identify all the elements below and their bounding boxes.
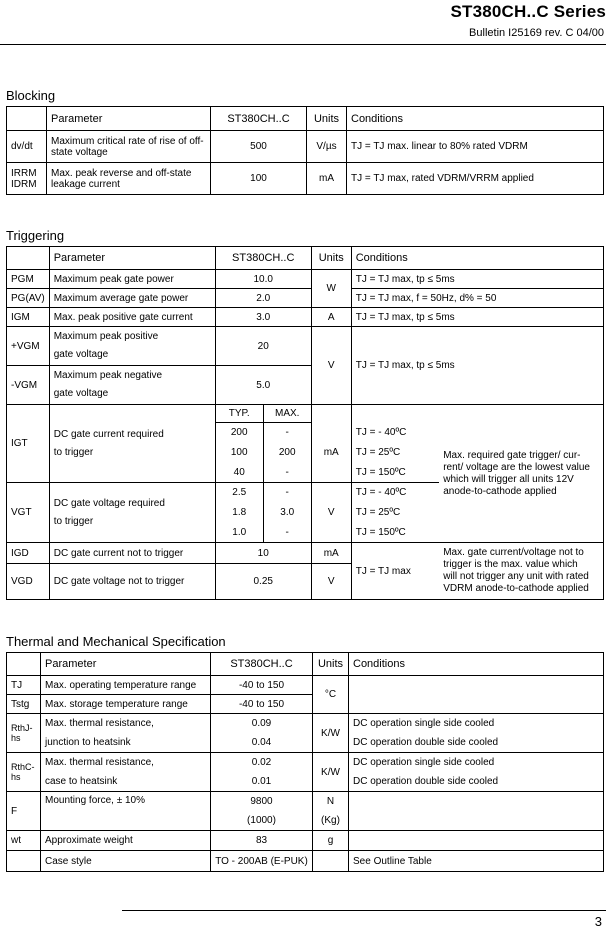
parameter: Case style bbox=[41, 851, 211, 872]
parameter: DC gate voltage not to trigger bbox=[49, 564, 215, 600]
parameter bbox=[41, 753, 211, 792]
thermal-title: Thermal and Mechanical Specification bbox=[6, 634, 226, 649]
unit: A bbox=[311, 308, 351, 327]
symbol: wt bbox=[7, 831, 41, 851]
note-line: trigger is the max. value which bbox=[443, 559, 578, 570]
symbol: F bbox=[7, 792, 41, 831]
table-row bbox=[7, 851, 604, 872]
column-header: Conditions bbox=[351, 247, 603, 270]
symbol: IGM bbox=[7, 308, 50, 327]
value: -40 to 150 bbox=[211, 695, 313, 714]
parameter: Max. peak reverse and off-state leakage current bbox=[47, 163, 211, 195]
parameter bbox=[49, 366, 215, 405]
unit: mA bbox=[311, 443, 351, 463]
condition: TJ = TJ max. linear to 80% rated VDRM bbox=[347, 131, 604, 163]
note-line: which will trigger all units 12V bbox=[443, 473, 574, 485]
parameter-line: Maximum peak negative bbox=[53, 370, 163, 381]
parameter-line: DC gate current required bbox=[53, 428, 164, 440]
value bbox=[211, 714, 313, 753]
symbol: IGT bbox=[7, 405, 50, 483]
temp-condition: TJ = 150ºC bbox=[351, 463, 439, 483]
column-header: Parameter bbox=[47, 107, 211, 131]
note-line: VDRM anode-to-cathode applied bbox=[443, 583, 589, 594]
unit: V bbox=[311, 327, 351, 405]
table-row bbox=[7, 308, 604, 327]
table-row bbox=[7, 131, 604, 163]
symbol: PG(AV) bbox=[7, 289, 50, 308]
parameter: Maximum peak gate power bbox=[49, 270, 215, 289]
unit: g bbox=[313, 831, 349, 851]
parameter-line: to trigger bbox=[53, 515, 94, 527]
note-line: will not trigger any unit with rated bbox=[443, 571, 589, 582]
table-header-row bbox=[7, 247, 604, 270]
max-header: MAX. bbox=[263, 405, 311, 423]
table-row bbox=[7, 831, 604, 851]
value: 5.0 bbox=[215, 366, 311, 405]
table-row bbox=[7, 543, 604, 564]
parameter bbox=[49, 327, 215, 366]
condition: TJ = TJ max, tp ≤ 5ms bbox=[351, 308, 603, 327]
page-number: 3 bbox=[594, 914, 602, 929]
parameter-line: junction to heatsink bbox=[45, 737, 131, 748]
symbol: TJ bbox=[7, 676, 41, 695]
temp-condition: TJ = 150ºC bbox=[351, 523, 439, 543]
unit: V bbox=[311, 564, 351, 600]
blocking-title: Blocking bbox=[6, 88, 56, 103]
unit: °C bbox=[313, 676, 349, 714]
column-header: ST380CH..C bbox=[215, 247, 311, 270]
column-header: Parameter bbox=[41, 653, 211, 676]
condition-line: DC operation single side cooled bbox=[353, 757, 495, 768]
value: 83 bbox=[211, 831, 313, 851]
typ-value: 1.0 bbox=[215, 523, 263, 543]
max-value: - bbox=[263, 523, 311, 543]
value: 100 bbox=[211, 163, 307, 195]
table-row bbox=[7, 405, 604, 423]
value-line: 9800 bbox=[250, 796, 273, 807]
note-line: Max. gate current/voltage not to bbox=[443, 547, 584, 558]
value: 500 bbox=[211, 131, 307, 163]
symbol: -VGM bbox=[7, 366, 50, 405]
condition-line: DC operation double side cooled bbox=[353, 737, 499, 748]
max-value: - bbox=[263, 483, 311, 503]
document-title: ST380CH..C Series bbox=[450, 2, 606, 21]
typ-value: 1.8 bbox=[215, 503, 263, 523]
column-header: Units bbox=[307, 107, 347, 131]
value-line: 0.09 bbox=[251, 718, 272, 729]
unit: V bbox=[311, 503, 351, 523]
condition: TJ = TJ max, tp ≤ 5ms bbox=[351, 327, 603, 405]
table-row bbox=[7, 163, 604, 195]
typ-value: 100 bbox=[215, 443, 263, 463]
parameter: Approximate weight bbox=[41, 831, 211, 851]
column-header: Units bbox=[311, 247, 351, 270]
parameter: Max. operating temperature range bbox=[41, 676, 211, 695]
value: 20 bbox=[215, 327, 311, 366]
unit: V/µs bbox=[307, 131, 347, 163]
condition-line: DC operation single side cooled bbox=[353, 718, 495, 729]
value: 10.0 bbox=[215, 270, 311, 289]
symbol: RthC-hs bbox=[7, 753, 41, 792]
not-trigger-note bbox=[439, 543, 603, 600]
note-line: Max. required gate trigger/ cur- bbox=[443, 449, 581, 461]
symbol: +VGM bbox=[7, 327, 50, 366]
value-line: 0.04 bbox=[251, 737, 272, 748]
temp-condition: TJ = - 40ºC bbox=[351, 483, 439, 503]
table-row bbox=[7, 792, 604, 831]
unit-line: N bbox=[326, 796, 335, 807]
parameter-line: Max. thermal resistance, bbox=[45, 718, 154, 729]
symbol: IRRM IDRM bbox=[7, 163, 47, 195]
trigger-note bbox=[439, 405, 603, 543]
parameter-line: to trigger bbox=[53, 446, 94, 458]
value bbox=[211, 753, 313, 792]
max-value: 200 bbox=[263, 443, 311, 463]
max-value: 3.0 bbox=[263, 503, 311, 523]
typ-header: TYP. bbox=[215, 405, 263, 423]
column-header: Parameter bbox=[49, 247, 215, 270]
value-line: 0.01 bbox=[251, 776, 272, 787]
parameter-line: gate voltage bbox=[53, 388, 109, 399]
parameter-line: Max. thermal resistance, bbox=[45, 757, 154, 768]
value: 0.25 bbox=[215, 564, 311, 600]
parameter: Max. storage temperature range bbox=[41, 695, 211, 714]
table-row bbox=[7, 289, 604, 308]
unit: mA bbox=[307, 163, 347, 195]
symbol: VGT bbox=[7, 483, 50, 543]
value: TO - 200AB (E-PUK) bbox=[211, 851, 313, 872]
value-line: (1000) bbox=[247, 815, 276, 826]
value: 3.0 bbox=[215, 308, 311, 327]
unit: K/W bbox=[313, 753, 349, 792]
condition: TJ = TJ max, f = 50Hz, d% = 50 bbox=[351, 289, 603, 308]
typ-value: 2.5 bbox=[215, 483, 263, 503]
unit: mA bbox=[311, 543, 351, 564]
condition bbox=[349, 753, 604, 792]
table-header-row bbox=[7, 107, 604, 131]
value bbox=[211, 792, 313, 831]
symbol: RthJ-hs bbox=[7, 714, 41, 753]
table-row bbox=[7, 327, 604, 366]
condition-line: DC operation double side cooled bbox=[353, 776, 499, 787]
condition: TJ = TJ max, tp ≤ 5ms bbox=[351, 270, 603, 289]
parameter: Mounting force, ± 10% bbox=[41, 792, 211, 831]
condition bbox=[349, 714, 604, 753]
unit-line: (Kg) bbox=[321, 815, 340, 826]
parameter-line: Maximum peak positive bbox=[53, 331, 159, 342]
table-row bbox=[7, 270, 604, 289]
blocking-table bbox=[6, 106, 604, 195]
condition: TJ = TJ max bbox=[351, 543, 439, 600]
unit bbox=[313, 792, 349, 831]
unit: K/W bbox=[313, 714, 349, 753]
parameter: Maximum critical rate of rise of off-state voltage bbox=[47, 131, 211, 163]
max-value: - bbox=[263, 423, 311, 443]
table-row bbox=[7, 676, 604, 695]
value: 2.0 bbox=[215, 289, 311, 308]
temp-condition: TJ = 25ºC bbox=[351, 503, 439, 523]
footer-divider bbox=[122, 910, 606, 911]
bulletin-info: Bulletin I25169 rev. C 04/00 bbox=[469, 27, 604, 39]
temp-condition: TJ = - 40ºC bbox=[351, 423, 439, 443]
parameter bbox=[49, 405, 215, 483]
symbol: dv/dt bbox=[7, 131, 47, 163]
symbol: VGD bbox=[7, 564, 50, 600]
table-row bbox=[7, 714, 604, 753]
column-header: Conditions bbox=[349, 653, 604, 676]
parameter-line: gate voltage bbox=[53, 349, 109, 360]
unit: W bbox=[311, 270, 351, 308]
condition: See Outline Table bbox=[349, 851, 604, 872]
parameter-line: case to heatsink bbox=[45, 776, 118, 787]
thermal-table bbox=[6, 652, 604, 872]
temp-condition: TJ = 25ºC bbox=[351, 443, 439, 463]
parameter: DC gate current not to trigger bbox=[49, 543, 215, 564]
triggering-title: Triggering bbox=[6, 228, 65, 243]
parameter bbox=[41, 714, 211, 753]
max-value: - bbox=[263, 463, 311, 483]
column-header: Units bbox=[313, 653, 349, 676]
triggering-table bbox=[6, 246, 604, 600]
note-line: rent/ voltage are the lowest value bbox=[443, 461, 590, 473]
symbol: PGM bbox=[7, 270, 50, 289]
value: -40 to 150 bbox=[211, 676, 313, 695]
parameter: Maximum average gate power bbox=[49, 289, 215, 308]
note-line: anode-to-cathode applied bbox=[443, 485, 557, 497]
column-header: Conditions bbox=[347, 107, 604, 131]
parameter bbox=[49, 483, 215, 543]
symbol: Tstg bbox=[7, 695, 41, 714]
table-row bbox=[7, 753, 604, 792]
typ-value: 40 bbox=[215, 463, 263, 483]
header-divider bbox=[0, 44, 606, 45]
parameter-line: DC gate voltage required bbox=[53, 497, 165, 509]
condition: TJ = TJ max, rated VDRM/VRRM applied bbox=[347, 163, 604, 195]
value: 10 bbox=[215, 543, 311, 564]
column-header: ST380CH..C bbox=[211, 107, 307, 131]
symbol: IGD bbox=[7, 543, 50, 564]
value-line: 0.02 bbox=[251, 757, 272, 768]
typ-value: 200 bbox=[215, 423, 263, 443]
table-header-row bbox=[7, 653, 604, 676]
parameter: Max. peak positive gate current bbox=[49, 308, 215, 327]
column-header: ST380CH..C bbox=[211, 653, 313, 676]
